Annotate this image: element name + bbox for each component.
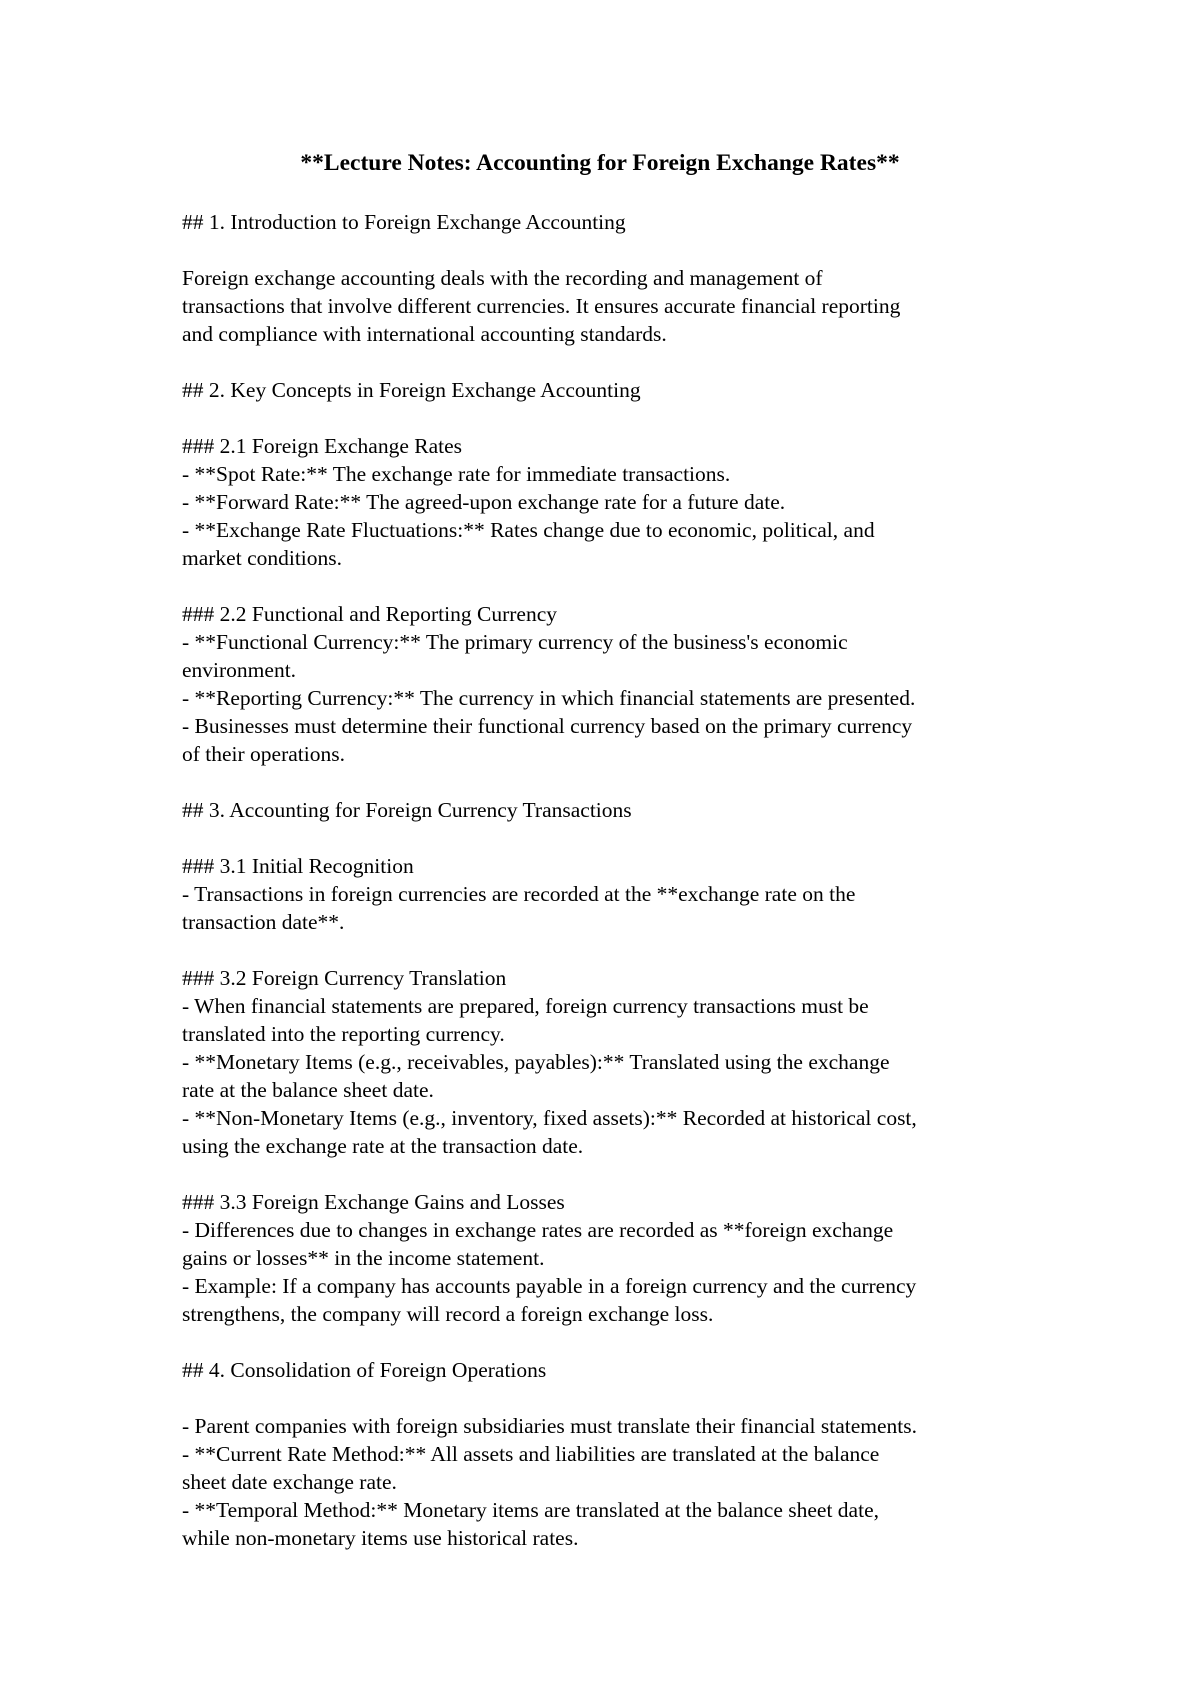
list-item: - **Monetary Items (e.g., receivables, payables):** Translated using the exchange [182,1050,890,1074]
list-item: - Parent companies with foreign subsidiaries must translate their financial statements. [182,1414,917,1438]
list-item: - Example: If a company has accounts payable in a foreign currency and the currency [182,1274,917,1298]
section-1-heading: ## 1. Introduction to Foreign Exchange Accounting [182,210,626,234]
list-item: - **Temporal Method:** Monetary items are translated at the balance sheet date, [182,1498,879,1522]
list-item: of their operations. [182,742,345,766]
section-2-1 [182,432,1042,572]
list-item: translated into the reporting currency. [182,1022,505,1046]
list-item: - **Spot Rate:** The exchange rate for immediate transactions. [182,462,731,486]
list-item: - **Forward Rate:** The agreed-upon exchange rate for a future date. [182,490,786,514]
section-3-2 [182,964,1042,1160]
subsection-heading: ### 2.1 Foreign Exchange Rates [182,434,463,458]
document-title: **Lecture Notes: Accounting for Foreign Exchange Rates** [300,150,900,176]
section-2-2 [182,600,1042,768]
section-1-paragraph [182,264,1042,348]
subsection-heading: ### 3.1 Initial Recognition [182,854,414,878]
list-item: transaction date**. [182,910,345,934]
list-item: - When financial statements are prepared, foreign currency transactions must be [182,994,869,1018]
list-item: - Transactions in foreign currencies are recorded at the **exchange rate on the [182,882,856,906]
paragraph-line: Foreign exchange accounting deals with the recording and management of [182,266,823,290]
list-item: - **Exchange Rate Fluctuations:** Rates change due to economic, political, and [182,518,875,542]
list-item: - **Current Rate Method:** All assets and liabilities are translated at the balance [182,1442,880,1466]
list-item: - **Non-Monetary Items (e.g., inventory, fixed assets):** Recorded at historical cost, [182,1106,917,1130]
list-item: gains or losses** in the income statement. [182,1246,545,1270]
section-2-heading: ## 2. Key Concepts in Foreign Exchange Accounting [182,378,641,402]
section-4-body [182,1412,1042,1552]
list-item: - **Reporting Currency:** The currency in which financial statements are presented. [182,686,916,710]
subsection-heading: ### 2.2 Functional and Reporting Currency [182,602,557,626]
list-item: strengthens, the company will record a foreign exchange loss. [182,1302,714,1326]
section-3-1 [182,852,1042,936]
subsection-heading: ### 3.2 Foreign Currency Translation [182,966,507,990]
section-3-heading: ## 3. Accounting for Foreign Currency Transactions [182,798,632,822]
list-item: - Differences due to changes in exchange rates are recorded as **foreign exchange [182,1218,894,1242]
subsection-heading: ### 3.3 Foreign Exchange Gains and Losses [182,1190,565,1214]
list-item: environment. [182,658,297,682]
list-item: - Businesses must determine their functional currency based on the primary currency [182,714,913,738]
section-4-heading: ## 4. Consolidation of Foreign Operations [182,1358,547,1382]
list-item: while non-monetary items use historical rates. [182,1526,579,1550]
list-item: rate at the balance sheet date. [182,1078,434,1102]
list-item: using the exchange rate at the transaction date. [182,1134,584,1158]
list-item: sheet date exchange rate. [182,1470,397,1494]
list-item: - **Functional Currency:** The primary currency of the business's economic [182,630,848,654]
paragraph-line: and compliance with international accounting standards. [182,322,667,346]
paragraph-line: transactions that involve different currencies. It ensures accurate financial reporting [182,294,901,318]
section-3-3 [182,1188,1042,1328]
list-item: market conditions. [182,546,343,570]
